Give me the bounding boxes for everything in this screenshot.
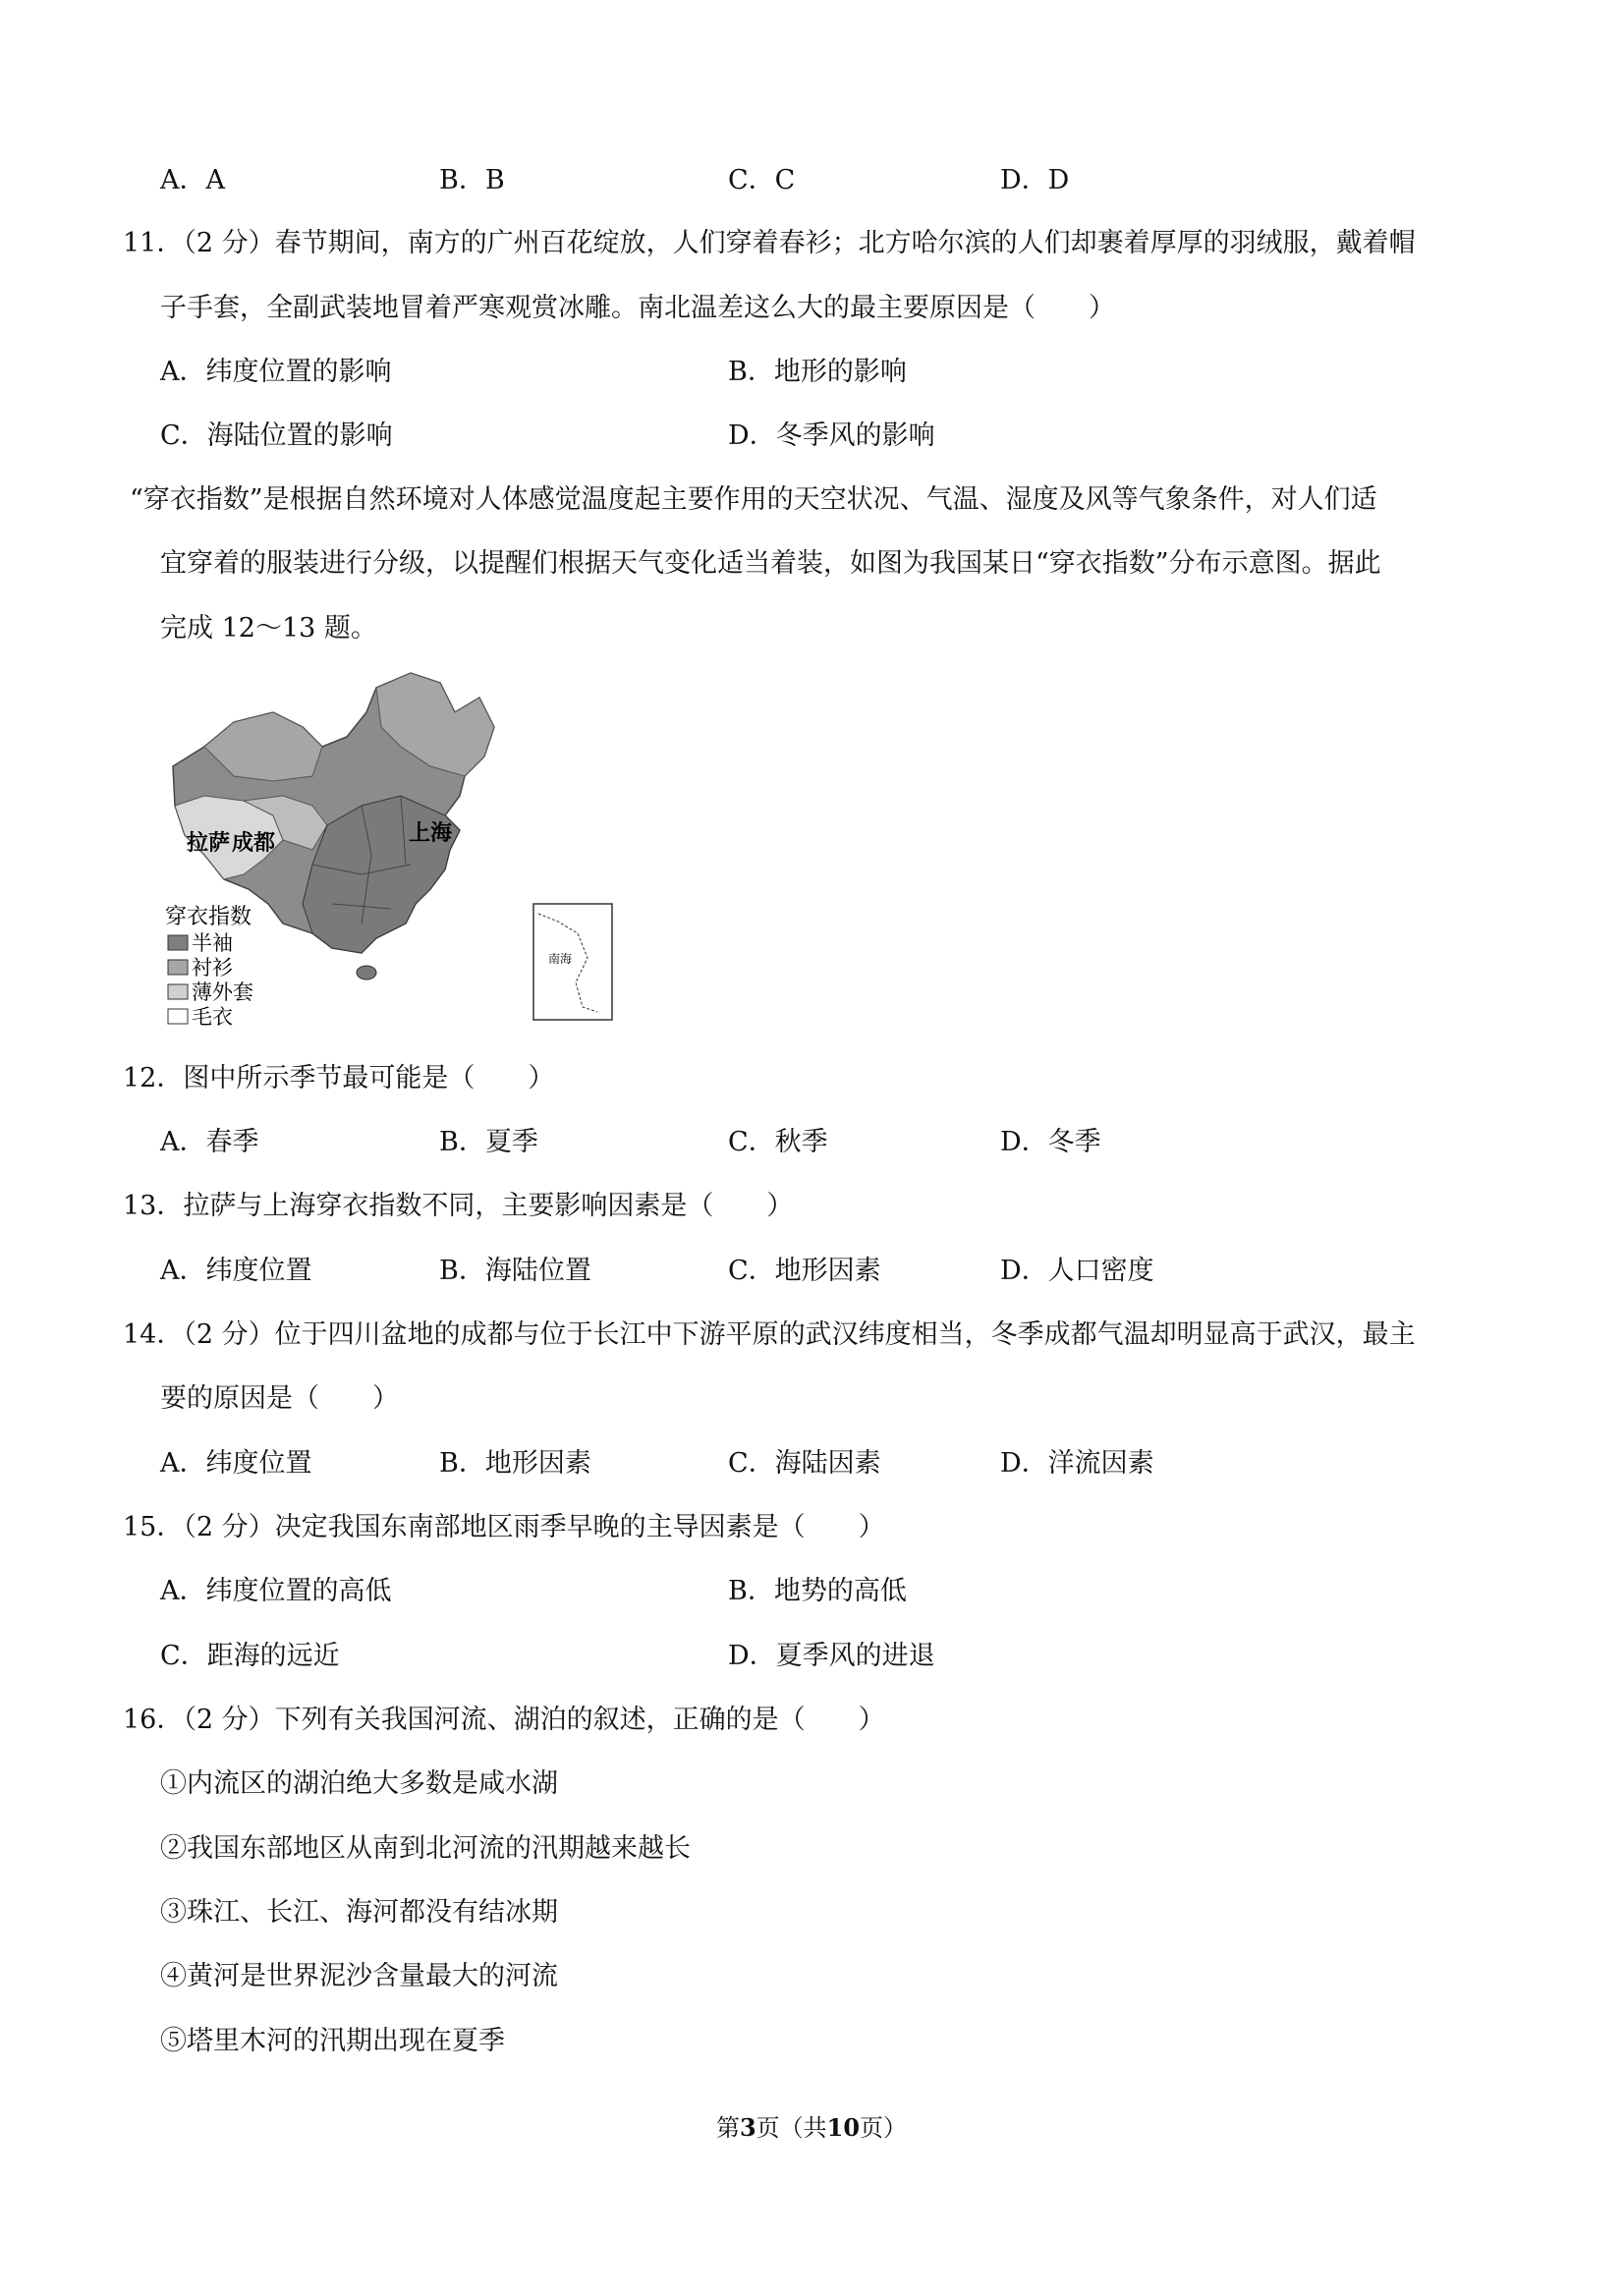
q12-option-a: A．春季 [160,1127,259,1157]
q15-option-a: A．纬度位置的高低 [160,1576,392,1606]
q15-option-d: D．夏季风的进退 [728,1641,935,1671]
inset-frame [533,904,612,1020]
q12-stem: 12．图中所示季节最可能是（ ） [123,1063,555,1093]
legend-swatch-1 [168,935,188,950]
q11-option-d: D．冬季风的影响 [728,420,935,451]
q11-option-b: B．地形的影响 [728,357,907,387]
footer-total-pages: 10 [826,2113,861,2142]
intro-line3: 完成 12～13 题。 [160,613,377,644]
footer-middle: 页（共 [756,2114,827,2142]
q16-stem: 16．（2 分）下列有关我国河流、湖泊的叙述，正确的是（ ） [123,1705,885,1735]
legend-title: 穿衣指数 [165,905,252,929]
legend-swatch-2 [168,960,188,975]
dressing-index-map [165,668,627,1036]
q10-option-c: C．C [728,165,796,196]
q12-option-d: D．冬季 [1000,1127,1101,1157]
footer-prefix: 第 [715,2114,740,2142]
inset-label: 南海 [548,952,573,966]
legend-swatch-4 [168,1009,188,1024]
q13-option-b: B．海陆位置 [439,1256,591,1286]
label-chengdu: 成都 [232,831,276,856]
q15-option-b: B．地势的高低 [728,1576,907,1606]
q10-option-a: A．A [160,165,225,196]
q15-stem: 15．（2 分）决定我国东南部地区雨季早晚的主导因素是（ ） [123,1512,885,1542]
q14-stem-line1: 14．（2 分）位于四川盆地的成都与位于长江中下游平原的武汉纬度相当，冬季成都气温却明显高于武汉，最主 [123,1319,1416,1350]
map-hainan [357,966,376,980]
q10-option-b: B．B [439,165,505,196]
q14-stem-line2: 要的原因是（ ） [160,1383,399,1414]
q15-option-c: C．距海的远近 [160,1641,340,1671]
q13-option-d: D．人口密度 [1000,1256,1154,1286]
q16-item-2: ②我国东部地区从南到北河流的汛期越来越长 [160,1833,691,1864]
q16-item-3: ③珠江、长江、海河都没有结冰期 [160,1897,558,1928]
legend-label-3: 薄外套 [192,980,253,1004]
legend-label-2: 衬衫 [192,956,233,980]
q11-stem-line1: 11．（2 分）春节期间，南方的广州百花绽放，人们穿着春衫；北方哈尔滨的人们却裹着厚厚的羽绒服，戴着帽 [123,228,1416,258]
q14-option-b: B．地形因素 [439,1448,591,1479]
intro-line2: 宜穿着的服装进行分级，以提醒们根据天气变化适当着装，如图为我国某日“穿衣指数”分布示意图。据此 [160,548,1381,579]
q14-option-c: C．海陆因素 [728,1448,881,1479]
legend-swatch-3 [168,984,188,999]
q14-option-a: A．纬度位置 [160,1448,312,1479]
q16-item-5: ⑤塔里木河的汛期出现在夏季 [160,2026,505,2056]
intro-line1: “穿衣指数”是根据自然环境对人体感觉温度起主要作用的天空状况、气温、湿度及风等气象条件，对人们适 [130,484,1377,515]
legend-label-4: 毛衣 [192,1005,233,1029]
q11-option-c: C．海陆位置的影响 [160,420,393,451]
label-shanghai: 上海 [409,821,453,846]
label-lhasa: 拉萨 [187,831,231,856]
footer-page-number: 3 [739,2113,756,2142]
footer-suffix: 页） [860,2114,908,2142]
q13-stem: 13．拉萨与上海穿衣指数不同，主要影响因素是（ ） [123,1191,794,1221]
q12-option-c: C．秋季 [728,1127,828,1157]
q13-option-c: C．地形因素 [728,1256,881,1286]
q16-item-4: ④黄河是世界泥沙含量最大的河流 [160,1961,558,1991]
q14-option-d: D．洋流因素 [1000,1448,1154,1479]
page-footer [0,2110,1623,2146]
q16-item-1: ①内流区的湖泊绝大多数是咸水湖 [160,1768,558,1799]
q13-option-a: A．纬度位置 [160,1256,312,1286]
q11-option-a: A．纬度位置的影响 [160,357,392,387]
legend-label-1: 半袖 [192,931,233,955]
q12-option-b: B．夏季 [439,1127,538,1157]
q11-stem-line2: 子手套，全副武装地冒着严寒观赏冰雕。南北温差这么大的最主要原因是（ ） [160,293,1115,323]
q10-option-d: D．D [1000,165,1070,196]
